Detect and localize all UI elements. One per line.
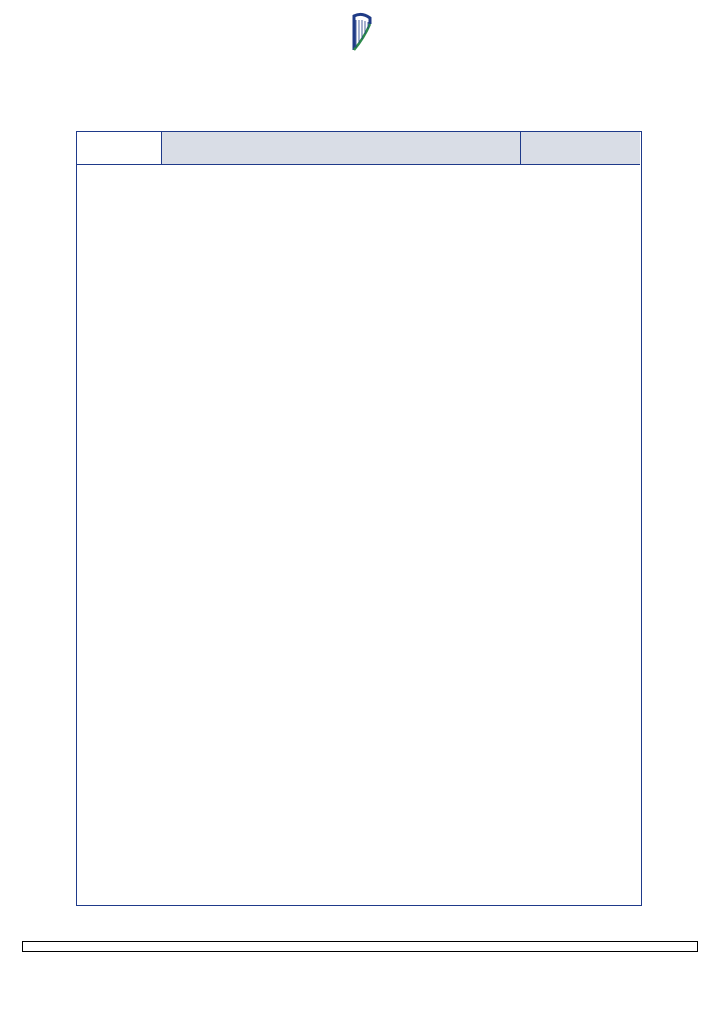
timetable-header: [77, 132, 640, 165]
header-subject-cell: [162, 132, 520, 164]
languages-table-title: [23, 942, 698, 952]
timetable: [76, 131, 642, 906]
harp-logo-icon: [340, 10, 384, 54]
non-curricular-languages-table: [22, 941, 698, 952]
header-time-cell: [520, 132, 640, 164]
month-label: [77, 132, 162, 164]
